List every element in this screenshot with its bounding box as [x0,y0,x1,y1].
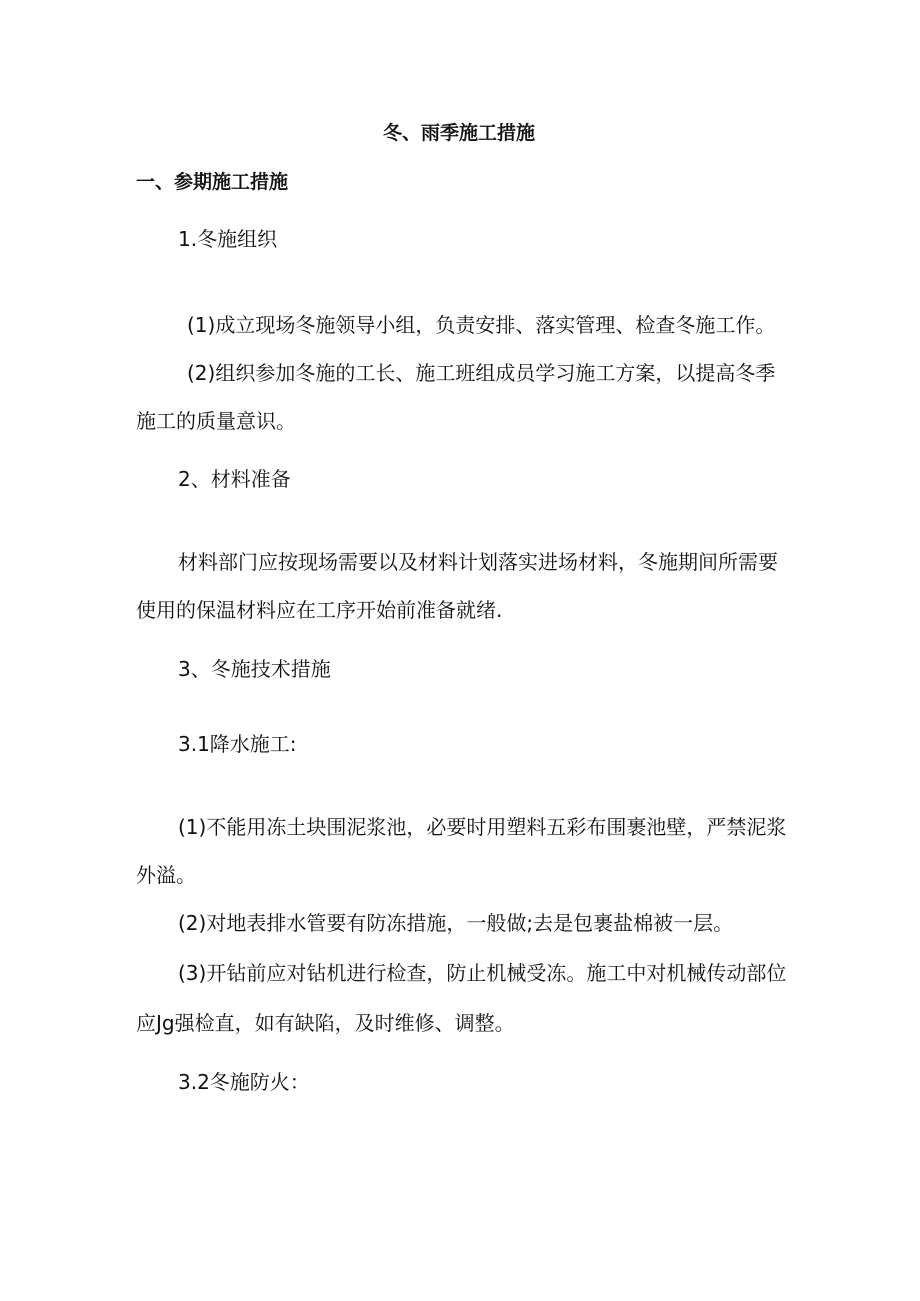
document-title: 冬、雨季施工措施 [383,122,536,144]
paragraph: (1)成立现场冬施领导小组，负责安排、落实管理、检查冬施工作。 [187,313,776,337]
subsection-heading: 3、冬施技术措施 [178,657,331,681]
paragraph: (2)对地表排水管要有防冻措施，一般做;去是包裹盐棉被一层。 [178,911,734,935]
subsection-heading: 3.1降水施工: [178,732,297,756]
paragraph-continuation: 使用的保温材料应在工序开始前准备就绪. [136,598,503,622]
subsection-heading: 2、材料准备 [178,467,291,491]
paragraph: (1)不能用冻土块围泥浆池，必要时用塑料五彩布围裹池壁，严禁泥浆 [178,815,787,839]
section-heading: 一、参期施工措施 [136,171,289,193]
paragraph-continuation: 应Jg强检直，如有缺陷，及时维修、调整。 [136,1011,515,1035]
paragraph-continuation: 施工的质量意识。 [136,409,296,433]
paragraph: 材料部门应按现场需要以及材料计划落实进场材料，冬施期间所需要 [178,550,778,574]
subsection-heading: 1.冬施组织 [178,227,278,251]
paragraph-continuation: 外溢。 [136,863,196,887]
subsection-heading: 3.2冬施防火： [178,1070,310,1094]
paragraph: (3)开钻前应对钻机进行检查，防止机械受冻。施工中对机械传动部位 [178,961,787,985]
paragraph: (2)组织参加冬施的工长、施工班组成员学习施工方案，以提高冬季 [187,361,776,385]
